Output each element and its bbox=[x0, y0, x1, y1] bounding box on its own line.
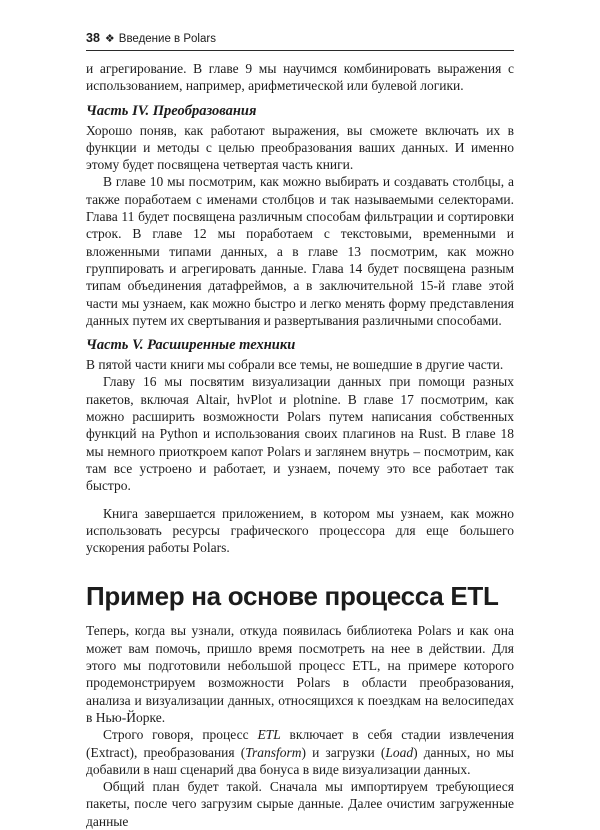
part-5-paragraph-3: Книга завершается приложением, в котором мы узнаем, как можно использовать ресурсы графического процессора для еще большего ускорения работы Polars. bbox=[86, 505, 514, 556]
etl-paragraph-3: Общий план будет такой. Сначала мы импортируем требующиеся пакеты, после чего загрузим сырые данные. Далее очистим загруженные данные bbox=[86, 779, 514, 829]
diamond-separator-icon: ❖ bbox=[104, 33, 115, 45]
etl-paragraph-1: Теперь, когда вы узнали, откуда появилась библиотека Polars и как она может вам помочь, пришло время посмотреть на нее в действии. Для этого мы подготовили небольшой процесс ETL, на примере которого продемонстрируем возможности Polars в области преобразования, анализа и визуализации данных, относящихся к поездкам на велосипедах в Нью-Йорке. bbox=[86, 623, 514, 725]
part-4-heading: Часть IV. Преобразования bbox=[86, 102, 257, 119]
page-number: 38 bbox=[86, 31, 100, 45]
part-5-paragraph-1: В пятой части книги мы собрали все темы, не вошедшие в другие части. bbox=[86, 357, 504, 373]
paragraph-gap bbox=[86, 495, 514, 505]
etl-p2-text-4: ) данных, но мы добавили в наш сценарий два бонуса в виде визуализации данных. bbox=[86, 744, 514, 777]
etl-p2-text-3: ) и загрузки ( bbox=[301, 744, 386, 760]
section-heading-etl: Пример на основе процесса ETL bbox=[86, 581, 499, 612]
running-header bbox=[86, 31, 514, 47]
part-4-paragraph-1: Хорошо поняв, как работают выражения, вы сможете включать их в функции и методы с целью преобразования ваших данных. И именно этому будет посвящена четвертая часть книги. bbox=[86, 122, 514, 173]
chapter-title: Введение в Polars bbox=[118, 33, 216, 45]
etl-paragraph-2 bbox=[86, 726, 514, 778]
etl-p2-text-1: Строго говоря, процесс bbox=[103, 727, 258, 743]
part-5-paragraph-2: Главу 16 мы посвятим визуализации данных при помощи разных пакетов, включая Altair, hvPlot и plotnine. В главе 17 посмотрим, как можно расширить возможности Polars путем написания собственных функций на Python и использования своих плагинов на Rust. В главе 18 мы немного приоткроем капот Polars и заглянем внутрь – посмотрим, как там все устроено и работает, и узнаем, почему это все работает так быстро. bbox=[86, 374, 514, 494]
etl-p2-text-2: включает в себя стадии извлечения (Extract), преобразования ( bbox=[86, 727, 515, 760]
transform-term: Transform bbox=[245, 744, 302, 760]
header-rule bbox=[86, 50, 514, 51]
load-term: Load bbox=[385, 744, 414, 760]
part-5-heading: Часть V. Расширенные техники bbox=[86, 337, 296, 354]
intro-paragraph: и агрегирование. В главе 9 мы научимся комбинировать выражения с использованием, например, арифметической или булевой логики. bbox=[86, 61, 514, 94]
page-content bbox=[86, 60, 514, 830]
etl-term: ETL bbox=[257, 727, 281, 743]
part-4-paragraph-2: В главе 10 мы посмотрим, как можно выбирать и создавать столбцы, а также поработаем с именами столбцов и так называемыми селекторами. Глава 11 будет посвящена различным способам фильтрации и сортировки строк. В главе 12 мы поработаем с текстовыми, временными и вложенными типами данных, а в главе 13 посмотрим, как можно группировать и агрегировать данные. Глава 14 будет посвящена разным типам объединения датафреймов, а в заключительной 15-й главе этой части мы узнаем, как можно быстро и легко менять форму представления данных путем их свертывания и развертывания различными способами. bbox=[86, 174, 514, 328]
